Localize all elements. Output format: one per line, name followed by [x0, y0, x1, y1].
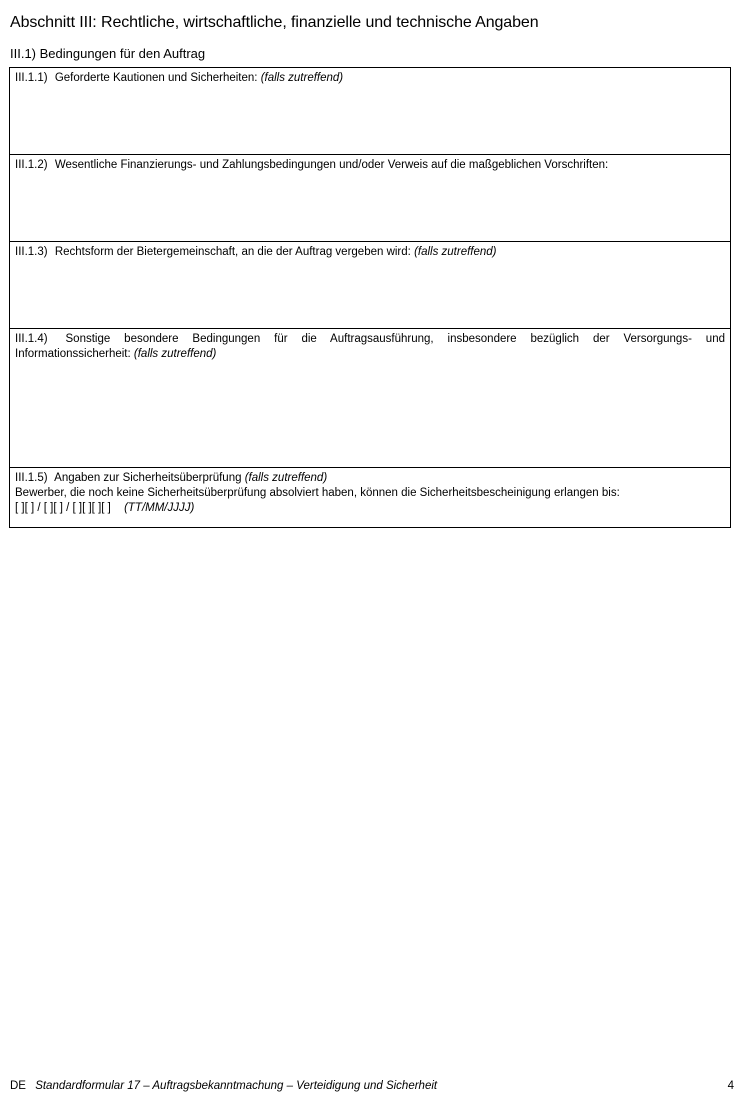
item-label: Geforderte Kautionen und Sicherheiten: [54, 72, 258, 84]
field-box-legal-form[interactable] [9, 241, 731, 329]
item-text: Bewerber, die noch keine Sicherheitsüberprüfung absolviert haben, können die Sicherheitsbescheinigung erlangen bis: [15, 487, 620, 499]
item-note: (falls zutreffend) [244, 472, 328, 484]
item-number: III.1.3) [15, 246, 48, 258]
field-box-financing[interactable] [9, 154, 731, 242]
page-footer [10, 1080, 734, 1092]
date-field[interactable]: [ ][ ] / [ ][ ] / [ ][ ][ ][ ] [15, 502, 111, 514]
page-number: 4 [727, 1080, 734, 1092]
item-note: (falls zutreffend) [260, 72, 344, 84]
item-number: III.1.1) [15, 72, 48, 84]
item-note: (falls zutreffend) [414, 246, 497, 258]
field-box-other-conditions[interactable] [9, 328, 731, 468]
item-label: Sonstige besondere Bedingungen für die Auftragsausführung, insbesondere bezüglich der Versorgungs- und Informationssicherheit: [15, 333, 725, 360]
section-title: Abschnitt III: Rechtliche, wirtschaftliche, finanzielle und technische Angaben [10, 14, 539, 31]
item-number: III.1.5) [15, 472, 48, 484]
item-label: Wesentliche Finanzierungs- und Zahlungsbedingungen und/oder Verweis auf die maßgeblichen Vorschriften: [54, 159, 609, 171]
item-label: Rechtsform der Bietergemeinschaft, an die der Auftrag vergeben wird: [54, 246, 411, 258]
item-number: III.1.2) [15, 159, 48, 171]
footer-lang: DE [10, 1080, 26, 1092]
footer-form: Standardformular 17 – Auftragsbekanntmachung – Verteidigung und Sicherheit [35, 1080, 438, 1092]
item-label: Angaben zur Sicherheitsüberprüfung [54, 472, 242, 484]
date-format: (TT/MM/JJJJ) [124, 502, 195, 514]
item-note: (falls zutreffend) [133, 348, 217, 360]
subsection-title: III.1) Bedingungen für den Auftrag [10, 46, 206, 61]
item-number: III.1.4) [15, 333, 48, 345]
field-box-security-clearance[interactable] [9, 467, 731, 528]
field-box-guarantees[interactable] [9, 67, 731, 155]
